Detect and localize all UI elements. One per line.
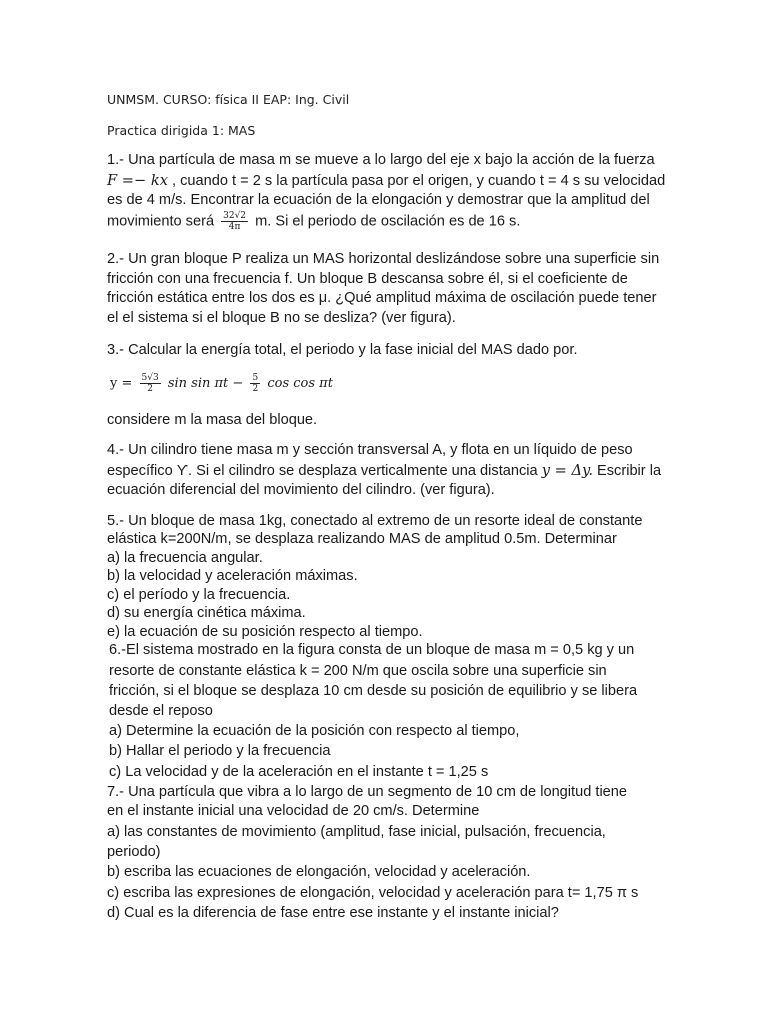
problem-1-text-c: m. Si el periodo de oscilación es de 16 s. — [251, 212, 521, 229]
problem-6-line: fricción, si el bloque se desplaza 10 cm desde su posición de equilibrio y se libera — [109, 683, 638, 699]
problem-7-line: en el instante inicial una velocidad de 20 cm/s. Determine — [107, 803, 480, 819]
problem-6-line: 6.-El sistema mostrado en la figura consta de un bloque de masa m = 0,5 kg y un — [109, 642, 635, 658]
practice-title: Practica dirigida 1: MAS — [107, 123, 256, 138]
problem-3-note: considere m la masa del bloque. — [107, 412, 318, 428]
problem-7-item-a-cont: periodo) — [107, 844, 161, 860]
equation-term-1: sin sin πt — [167, 376, 229, 391]
equation-fraction-2 — [250, 373, 260, 394]
problem-4-text-a: 4.- Un cilindro tiene masa m y sección transversal A, y flota en un líquido de peso específico ϒ. Si el cilindro se desplaza verticalmente una distancia — [107, 442, 633, 479]
problem-6-item-a: a) Determine la ecuación de la posición con respecto al tiempo, — [109, 723, 520, 739]
problem-6-line: desde el reposo — [109, 703, 213, 719]
fraction-2-numerator: 5 — [252, 373, 259, 383]
course-header: UNMSM. CURSO: física II EAP: Ing. Civil — [107, 92, 350, 107]
amplitude-fraction-numerator: 32√2 — [223, 210, 247, 221]
problem-4-text-b: Escribir la ecuación diferencial del movimiento del cilindro. (ver figura). — [107, 462, 662, 498]
problem-7-item-a: a) las constantes de movimiento (amplitud, fase inicial, pulsación, frecuencia, — [107, 824, 606, 840]
problem-4 — [107, 441, 667, 501]
problem-5-item-e: e) la ecuación de su posición respecto al tiempo. — [107, 624, 423, 640]
problem-6-item-b: b) Hallar el periodo y la frecuencia — [109, 743, 331, 759]
equation-lhs: y = — [110, 376, 133, 391]
amplitude-fraction — [221, 211, 248, 232]
problem-2: 2.- Un gran bloque P realiza un MAS horizontal deslizándose sobre una superficie sin fricción con una frecuencia f. Un bloque B descansa sobre él, si el coeficiente de fricción estática entre los dos es μ. ¿Qué amplitud máxima de oscilación puede tener el el sistema si el bloque B no se desliza? (ver figura). — [107, 251, 660, 326]
fraction-2-denominator: 2 — [252, 384, 259, 394]
fraction-1-numerator: 5√3 — [141, 373, 159, 383]
mas-equation — [110, 370, 333, 398]
problem-1 — [107, 151, 667, 232]
problem-7-item-d: d) Cual es la diferencia de fase entre ese instante y el instante inicial? — [107, 905, 559, 921]
problem-1-text-a: 1.- Una partícula de masa m se mueve a lo largo del eje x bajo la acción de la fuerza — [107, 152, 655, 168]
fraction-1-denominator: 2 — [147, 384, 153, 394]
problem-7-line: 7.- Una partícula que vibra a lo largo de un segmento de 10 cm de longitud tiene — [107, 784, 628, 800]
displacement-expression: y = Δy. — [541, 461, 593, 479]
problem-3: 3.- Calcular la energía total, el periodo y la fase inicial del MAS dado por. — [107, 342, 578, 358]
problem-5-item-d: d) su energía cinética máxima. — [107, 605, 306, 621]
amplitude-fraction-denominator: 4π — [228, 221, 241, 232]
problem-5-item-b: b) la velocidad y aceleración máximas. — [107, 568, 358, 584]
equation-fraction-1 — [140, 373, 161, 394]
equation-term-2: cos cos πt — [267, 376, 333, 391]
problem-5-item-a: a) la frecuencia angular. — [107, 550, 263, 566]
problem-7-item-b: b) escriba las ecuaciones de elongación, velocidad y aceleración. — [107, 864, 531, 880]
problem-7-item-c: c) escriba las expresiones de elongación, velocidad y aceleración para t= 1,75 π s — [107, 885, 639, 901]
problem-1-text-b: , cuando t = 2 s la partícula pasa por el origen, y cuando t = 4 s su velocidad es de 4 m/s. Encontrar la ecuación de la elongación y demostrar que la amplitud del movimiento será — [107, 172, 666, 229]
problem-6-line: resorte de constante elástica k = 200 N/m que oscila sobre una superficie sin — [109, 663, 607, 679]
problem-5-item-c: c) el período y la frecuencia. — [107, 587, 291, 603]
problem-6-item-c: c) La velocidad y de la aceleración en el instante t = 1,25 s — [109, 764, 489, 780]
equation-minus: − — [232, 376, 244, 391]
problem-5-line: 5.- Un bloque de masa 1kg, conectado al extremo de un resorte ideal de constante — [107, 513, 643, 529]
force-expression: F =− kx — [107, 171, 168, 189]
problem-5-line: elástica k=200N/m, se desplaza realizando MAS de amplitud 0.5m. Determinar — [107, 531, 617, 547]
